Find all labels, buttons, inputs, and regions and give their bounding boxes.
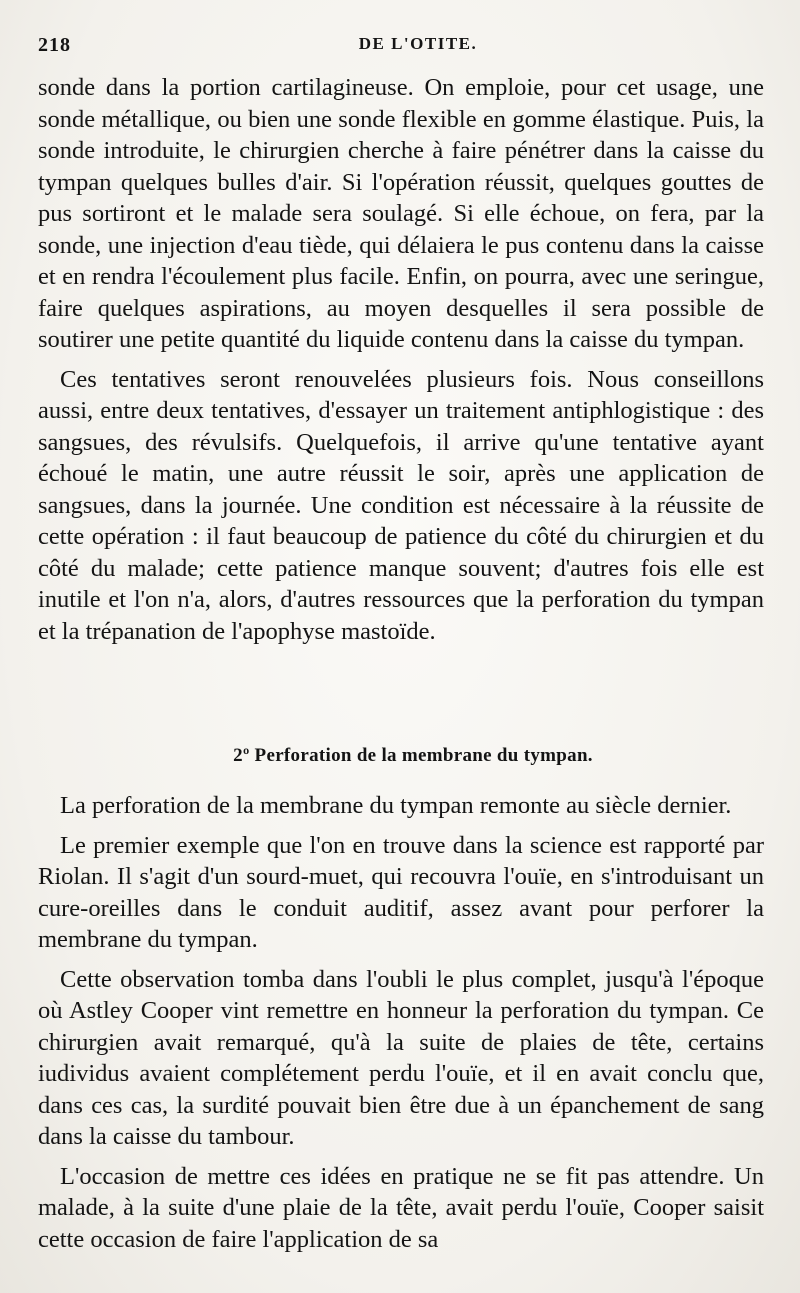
paragraph-sonde: sonde dans la portion cartilagineuse. On emploie, pour cet usage, une sonde métallique, ou bien une sonde flexible en gomme élastique. Puis, la sonde introduite, le chirurgien cherche à faire pénétrer dans la caisse du tympan quelques bulles d'air. Si l'opération réussit, quelques gouttes de pus sortiront et le malade sera soulagé. Si elle échoue, on fera, par la sonde, une injection d'eau tiède, qui délaiera le pus contenu dans la caisse et en rendra l'écoulement plus facile. Enfin, on pourra, avec une seringue, faire quelques aspirations, au moyen desquelles il sera possible de soutirer une petite quantité du liquide contenu dans la caisse du tympan.: [38, 74, 764, 353]
page-number: 218: [38, 34, 71, 56]
paragraph-occasion: L'occasion de mettre ces idées en pratique ne se fit pas attendre. Un malade, à la suite d'une plaie de la tête, avait perdu l'ouïe, Cooper saisit cette occasion de faire l'application de sa: [38, 1162, 764, 1253]
running-head: DE L'OTITE.: [358, 34, 478, 53]
section-heading: 2º Perforation de la membrane du tympan.: [233, 745, 593, 766]
paragraph-tentatives: Ces tentatives seront renouvelées plusieurs fois. Nous conseillons aussi, entre deux tentatives, d'essayer un traitement antiphlogistique : des sangsues, des révulsifs. Quelquefois, il arrive qu'une tentative ayant échoué le matin, une autre réussit le soir, après une application de sangsues, dans la journée. Une condition est nécessaire à la réussite de cette opération : il faut beaucoup de patience du côté du chirurgien et du côté du malade; cette patience manque souvent; d'autres fois elle est inutile et l'on n'a, alors, d'autres ressources que la perforation du tympan et la trépanation de l'apophyse mastoïde.: [38, 365, 764, 645]
paragraph-cooper: Cette observation tomba dans l'oubli le plus complet, jusqu'à l'époque où Astley Cooper vint remettre en honneur la perforation du tympan. Ce chirurgien avait remarqué, qu'à la suite de plaies de tête, certains iudividus avaient complétement perdu l'ouïe, et il en avait conclu que, dans ces cas, la surdité pouvait bien être due à un épanchement de sang dans la caisse du tambour.: [38, 965, 764, 1150]
paragraph-riolan: Le premier exemple que l'on en trouve dans la science est rapporté par Riolan. Il s'agit d'un sourd-muet, qui recouvra l'ouïe, en s'introduisant un cure-oreilles dans le conduit auditif, assez avant pour perforer la membrane du tympan.: [38, 831, 764, 953]
paragraph-perforation: La perforation de la membrane du tympan remonte au siècle dernier.: [60, 792, 732, 819]
text-block-lower: [38, 790, 764, 1255]
text-block-upper: [38, 72, 764, 647]
page-header: [38, 34, 758, 60]
